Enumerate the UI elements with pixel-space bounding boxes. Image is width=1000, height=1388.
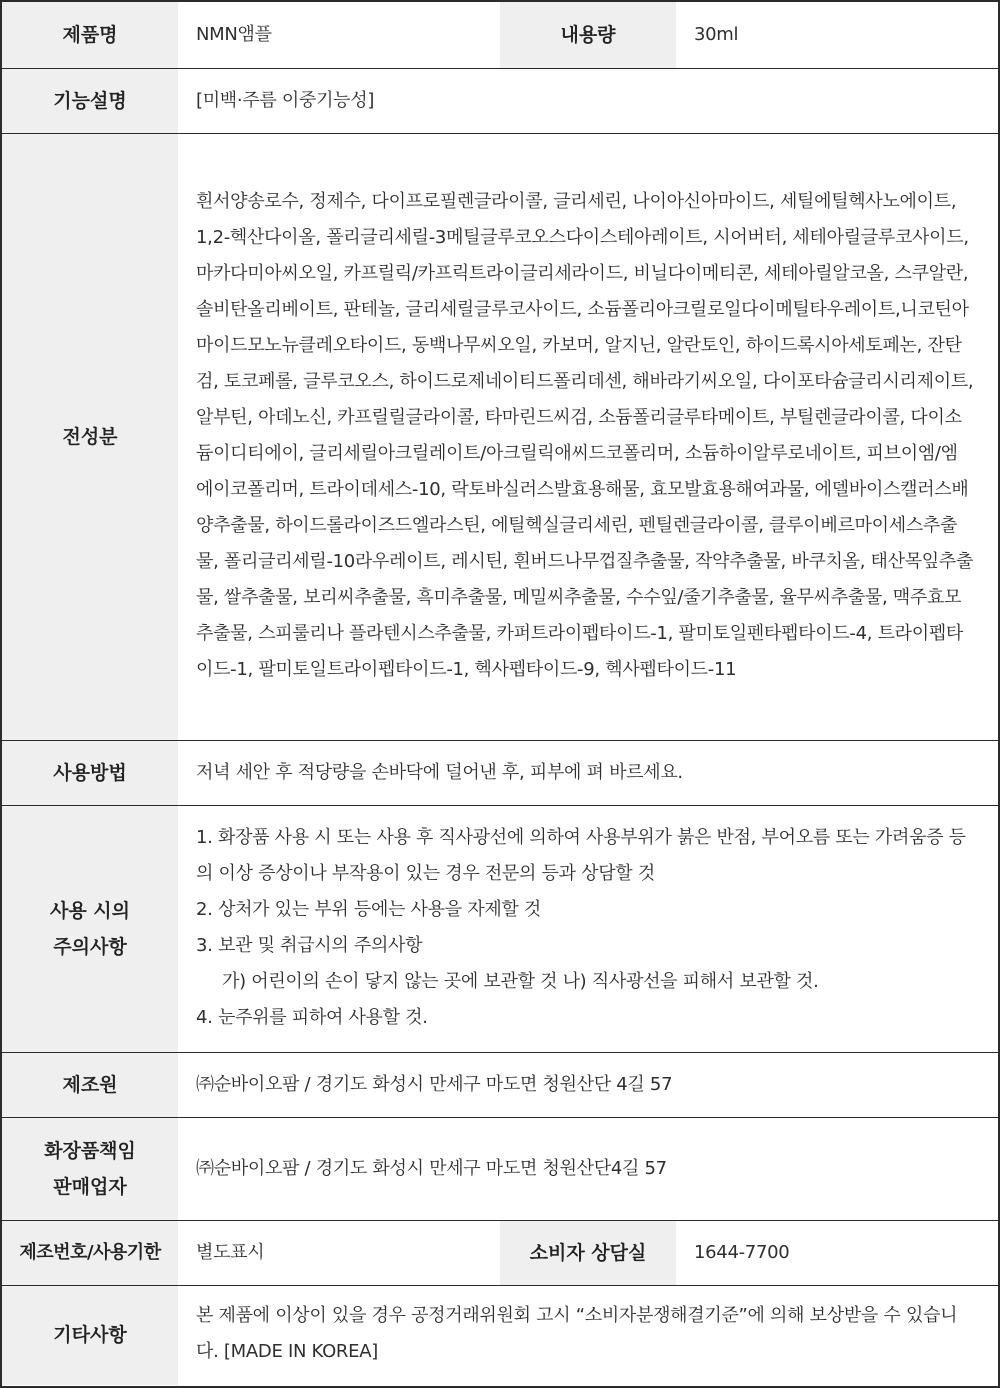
row-function [2, 68, 998, 133]
caution-item-1: 1. 화장품 사용 시 또는 사용 후 직사광선에 의하여 사용부위가 붉은 반점, 부어오름 또는 가려움증 등의 이상 증상이나 부작용이 있는 경우 전문의 등과 상담할 것 [196, 826, 966, 884]
manufacturer-value: ㈜순바이오팜 / 경기도 화성시 만세구 마도면 청원산단 4길 57 [178, 1052, 998, 1117]
caution-label [2, 805, 178, 1052]
caution-item-2: 2. 상처가 있는 부위 등에는 사용을 자제할 것 [196, 898, 542, 920]
row-product-name [2, 2, 998, 68]
volume-label: 내용량 [500, 2, 676, 68]
caution-label-line-1: 사용 시의 [49, 899, 131, 922]
seller-label-line-1: 화장품책임 [44, 1139, 136, 1162]
function-label: 기능설명 [2, 68, 178, 133]
manufacturer-label: 제조원 [2, 1052, 178, 1117]
ingredients-label: 전성분 [2, 133, 178, 740]
caution-value [178, 805, 998, 1052]
caution-item-3: 3. 보관 및 취급시의 주의사항 [196, 934, 423, 956]
lot-expiry-value: 별도표시 [178, 1220, 500, 1285]
product-name-value: NMN앰플 [178, 2, 500, 68]
volume-value: 30ml [676, 2, 998, 68]
caution-item-4: 4. 눈주위를 피하여 사용할 것. [196, 1006, 428, 1028]
etc-label: 기타사항 [2, 1285, 178, 1385]
row-caution [2, 805, 998, 1052]
etc-value: 본 제품에 이상이 있을 경우 공정거래위원회 고시 “소비자분쟁해결기준”에 의해 보상받을 수 있습니다. [MADE IN KOREA] [178, 1285, 998, 1385]
row-manufacturer [2, 1052, 998, 1117]
row-seller [2, 1117, 998, 1220]
row-etc [2, 1285, 998, 1385]
usage-value: 저녁 세안 후 적당량을 손바닥에 덜어낸 후, 피부에 펴 바르세요. [178, 740, 998, 805]
product-info-table [2, 2, 998, 1385]
function-value: [미백·주름 이중기능성] [178, 68, 998, 133]
seller-label [2, 1117, 178, 1220]
ingredients-value: 흰서양송로수, 정제수, 다이프로필렌글라이콜, 글리세린, 나이아신아마이드, 세틸에틸헥사노에이트, 1,2-헥산다이올, 폴리글리세릴-3메틸글루코오스다이스테아레이트, 시어버터, 세테아릴글루코사이드, 마카다미아씨오일, 카프릴릭/카프릭트라이글리세라이드, 비닐다이메티콘, 세테아릴알코올, 스쿠알란, 솔비탄올리베이트, 판테놀, 글리세릴글루코사이드, 소듐폴리아크릴로일다이메틸타우레이트,니코틴아마이드모노뉴클레오타이드, 동백나무씨오일, 카보머, 알지닌, 알란토인, 하이드록시아세토페논, 잔탄검, 토코페롤, 글루코오스, 하이드로제네이티드폴리데센, 해바라기씨오일, 다이포타슘글리시리제이트, 알부틴, 아데노신, 카프릴릴글라이콜, 타마린드씨검, 소듐폴리글루타메이트, 부틸렌글라이콜, 다이소듐이디티에이, 글리세릴아크릴레이트/아크릴릭애씨드코폴리머, 소듐하이알루로네이트, 피브이엠/엠에이코폴리머, 트라이데세스-10, 락토바실러스발효용해물, 효모발효용해여과물, 에델바이스캘러스배양추출물, 하이드롤라이즈드엘라스틴, 에틸헥실글리세린, 펜틸렌글라이콜, 클루이베르마이세스추출물, 폴리글리세릴-10라우레이트, 레시틴, 흰버드나무껍질추출물, 작약추출물, 바쿠치올, 태산목잎추출물, 쌀추출물, 보리씨추출물, 흑미추출물, 메밀씨추출물, 수수잎/줄기추출물, 율무씨추출물, 맥주효모추출물, 스피룰리나 플라텐시스추출물, 카퍼트라이펩타이드-1, 팔미토일펜타펩타이드-4, 트라이펩타이드-1, 팔미토일트라이펩타이드-1, 헥사펩타이드-9, 헥사펩타이드-11 [178, 133, 998, 740]
caution-label-line-2: 주의사항 [53, 935, 127, 958]
consumer-center-value: 1644-7700 [676, 1220, 998, 1285]
usage-label: 사용방법 [2, 740, 178, 805]
lot-expiry-label: 제조번호/사용기한 [2, 1220, 178, 1285]
caution-item-3-sub: 가) 어린이의 손이 닿지 않는 곳에 보관할 것 나) 직사광선을 피해서 보관할 것. [222, 970, 819, 992]
seller-value: ㈜순바이오팜 / 경기도 화성시 만세구 마도면 청원산단4길 57 [178, 1117, 998, 1220]
row-lot-expiry [2, 1220, 998, 1285]
row-usage [2, 740, 998, 805]
product-name-label: 제품명 [2, 2, 178, 68]
row-ingredients [2, 133, 998, 740]
seller-label-line-2: 판매업자 [53, 1175, 127, 1198]
consumer-center-label: 소비자 상담실 [500, 1220, 676, 1285]
